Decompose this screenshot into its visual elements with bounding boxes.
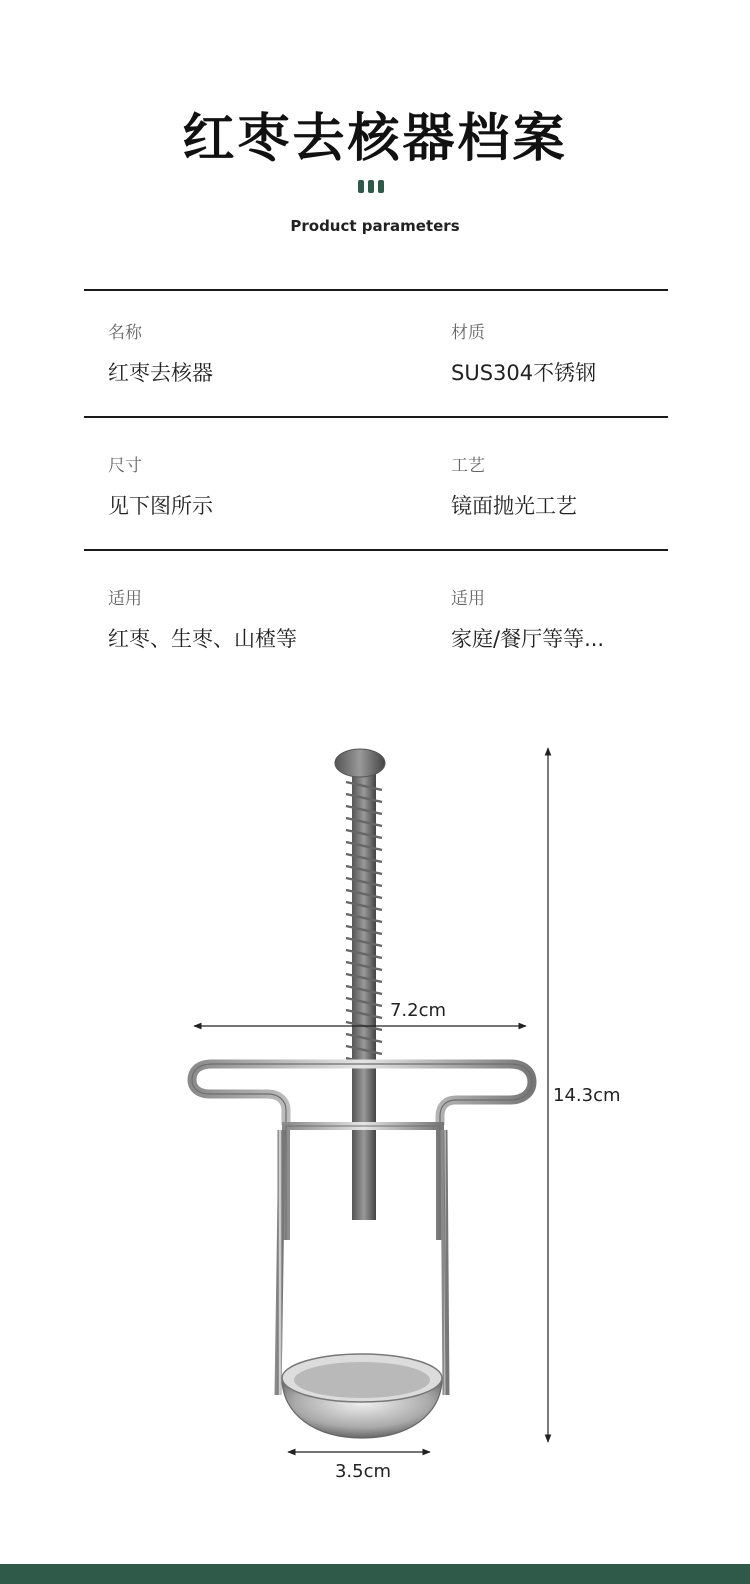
cup-dimension-label: 3.5cm: [334, 1461, 392, 1482]
param-value: 红枣、生枣、山楂等: [108, 627, 297, 651]
plunger-rod: [352, 770, 376, 1220]
width-dimension-label: 7.2cm: [389, 1000, 447, 1021]
table-divider: [84, 289, 668, 291]
param-label: 名称: [108, 323, 142, 343]
param-value: 家庭/餐厅等等...: [451, 627, 605, 651]
page-title: 红枣去核器档案: [182, 109, 568, 169]
page-subtitle: Product parameters: [290, 217, 460, 235]
param-label: 工艺: [451, 456, 485, 476]
param-size: [108, 451, 213, 520]
param-value: 镜面抛光工艺: [451, 494, 577, 518]
footer-bar: [0, 1564, 750, 1584]
param-label: 材质: [451, 323, 485, 343]
param-material: [451, 318, 596, 387]
param-label: 尺寸: [108, 456, 142, 476]
param-value: 见下图所示: [108, 494, 213, 518]
table-divider: [84, 549, 668, 551]
decor-bars-icon: [358, 180, 394, 196]
param-scene: [451, 584, 604, 653]
param-name: [108, 318, 213, 387]
remover-tool-icon: [192, 749, 532, 1438]
param-label: 适用: [108, 589, 142, 609]
table-divider: [84, 416, 668, 418]
param-value: 红枣去核器: [108, 361, 213, 385]
param-usage: [108, 584, 297, 653]
param-craft: [451, 451, 577, 520]
product-diagram: [170, 730, 650, 1500]
param-value: SUS304不锈钢: [451, 361, 597, 385]
param-label: 适用: [451, 589, 485, 609]
plunger-knob: [335, 749, 385, 777]
height-dimension-label: 14.3cm: [553, 1085, 621, 1106]
